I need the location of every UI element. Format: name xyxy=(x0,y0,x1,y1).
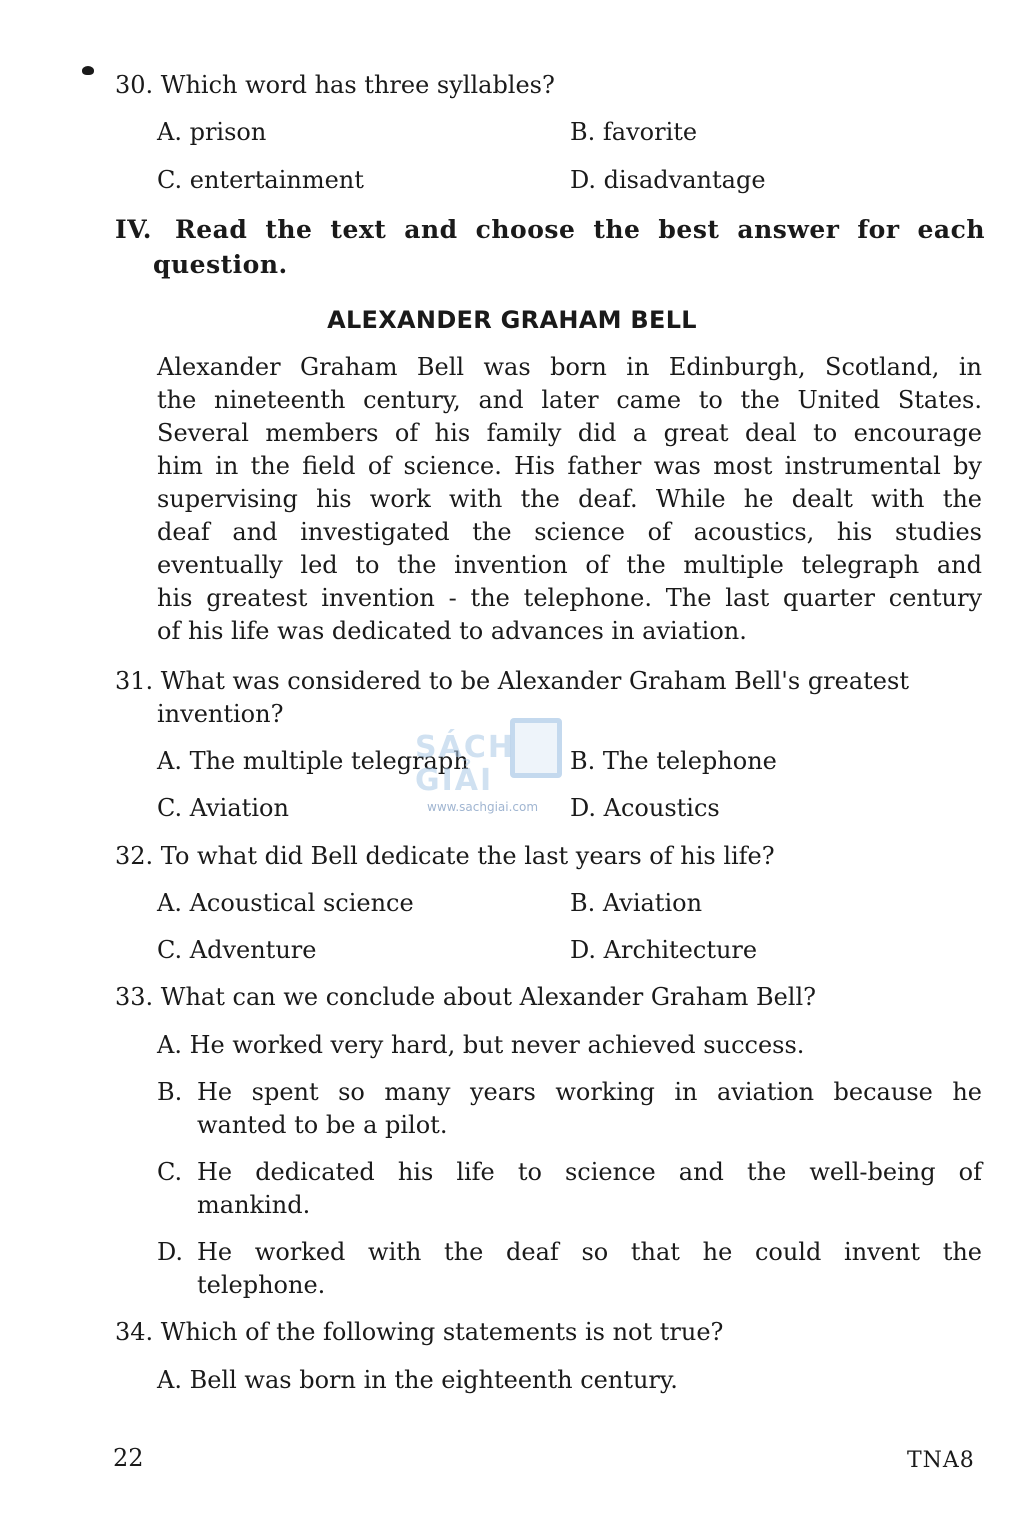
q33-option-c-text: He dedicated his life to science and the well-being of xyxy=(197,1158,982,1186)
q30-option-c: C. entertainment xyxy=(157,166,364,194)
q30-option-b: B. favorite xyxy=(570,118,698,146)
q32-option-a: A. Acoustical science xyxy=(157,889,414,917)
section-instruction: Read the text and choose the best answer for each xyxy=(175,215,985,244)
q33-option-d xyxy=(157,1236,982,1302)
watermark-url: www.sachgiai.com xyxy=(427,800,539,814)
q33-option-b-line2: wanted to be a pilot. xyxy=(197,1111,448,1139)
question-32: 32. To what did Bell dedicate the last years of his life? xyxy=(115,842,775,870)
q33-option-d-line2: telephone. xyxy=(197,1271,326,1299)
book-code: TNA8 xyxy=(907,1448,975,1473)
q33-option-b-line1 xyxy=(157,1076,982,1109)
section-heading-line1 xyxy=(115,212,985,247)
q33-option-b-text: He spent so many years working in aviation because he xyxy=(197,1078,982,1106)
q31-option-b: B. The telephone xyxy=(570,747,777,775)
question-33: 33. What can we conclude about Alexander Graham Bell? xyxy=(115,983,817,1011)
q31-option-d: D. Acoustics xyxy=(570,794,720,822)
section-heading-line2: question. xyxy=(153,250,288,279)
section-heading xyxy=(115,212,985,282)
q30-option-d: D. disadvantage xyxy=(570,166,766,194)
passage-line: Several members of his family did a great deal to encourage xyxy=(157,419,982,447)
section-number: IV. xyxy=(115,215,152,244)
q33-option-c-line1 xyxy=(157,1156,982,1189)
question-34: 34. Which of the following statements is not true? xyxy=(115,1318,724,1346)
passage-line: of his life was dedicated to advances in aviation. xyxy=(157,617,747,645)
q32-option-d: D. Architecture xyxy=(570,936,758,964)
question-31-line2: invention? xyxy=(157,700,284,728)
passage-line: supervising his work with the deaf. While he dealt with the xyxy=(157,485,982,513)
q33-option-d-text: He worked with the deaf so that he could invent the xyxy=(197,1238,982,1266)
bullet-mark xyxy=(82,66,94,75)
passage-line: Alexander Graham Bell was born in Edinburgh, Scotland, in xyxy=(157,353,982,381)
q33-option-c xyxy=(157,1156,982,1222)
q33-option-d-line1 xyxy=(157,1236,982,1269)
q31-option-a: A. The multiple telegraph xyxy=(157,747,469,775)
passage-line: the nineteenth century, and later came to the United States. xyxy=(157,386,982,414)
page-number: 22 xyxy=(113,1444,144,1472)
question-30: 30. Which word has three syllables? xyxy=(115,71,555,99)
passage-line: eventually led to the invention of the multiple telegraph and xyxy=(157,551,982,579)
watermark xyxy=(415,713,605,813)
q33-option-c-label: C. xyxy=(157,1158,183,1186)
passage-line: him in the field of science. His father was most instrumental by xyxy=(157,452,982,480)
q33-option-a: A. He worked very hard, but never achieved success. xyxy=(157,1031,805,1059)
q32-option-c: C. Adventure xyxy=(157,936,317,964)
q31-option-c: C. Aviation xyxy=(157,794,289,822)
q33-option-b-label: B. xyxy=(157,1078,183,1106)
passage-line: deaf and investigated the science of acoustics, his studies xyxy=(157,518,982,546)
q32-option-b: B. Aviation xyxy=(570,889,703,917)
watermark-text: SÁCH GIẢI xyxy=(415,730,515,798)
q33-option-b xyxy=(157,1076,982,1142)
q33-option-d-label: D. xyxy=(157,1238,184,1266)
q30-option-a: A. prison xyxy=(157,118,267,146)
question-31-line1: 31. What was considered to be Alexander Graham Bell's greatest xyxy=(115,667,909,695)
passage-text xyxy=(157,351,982,648)
passage-title: ALEXANDER GRAHAM BELL xyxy=(327,306,697,334)
q33-option-c-line2: mankind. xyxy=(197,1191,311,1219)
passage-line: his greatest invention - the telephone. The last quarter century xyxy=(157,584,982,612)
q34-option-a: A. Bell was born in the eighteenth century. xyxy=(157,1366,678,1394)
